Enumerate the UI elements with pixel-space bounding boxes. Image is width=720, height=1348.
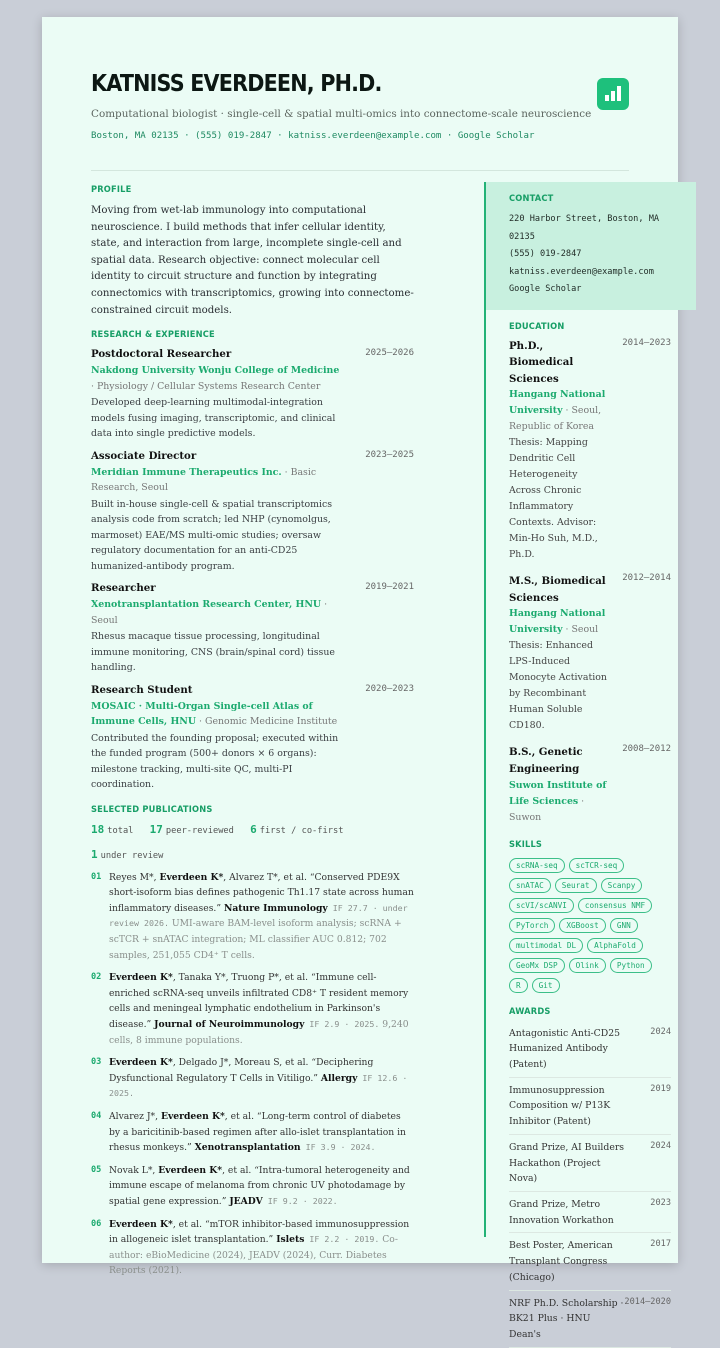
contact-address: 220 Harbor Street, Boston, MA 02135 [509, 214, 660, 242]
publication-number: 01 [91, 871, 102, 882]
skill-chip: Seurat [555, 878, 597, 893]
award-year: 2019 [650, 1083, 671, 1094]
contact-phone: (555) 019-2847 [509, 249, 582, 259]
award-year: 2024 [650, 1140, 671, 1151]
stat-peer-reviewed: 17 peer-reviewed [149, 822, 234, 836]
publication-text: Everdeen K*, Delgado J*, Moreau S, et al. “Deciphering Dysfunctional Regulatory T Cells in Vitiligo.” Allergy IF 12.6 · 2025. [109, 1057, 408, 1099]
award-name: Immunosuppression Composition w/ P13K Inhibitor (Patent) [509, 1084, 611, 1128]
candidate-name: KATNISS EVERDEEN, PH.D. [91, 71, 382, 97]
skill-chip: AlphaFold [587, 938, 643, 953]
publication-stats-extra [91, 848, 414, 861]
publication-number: 02 [91, 972, 102, 983]
publication-number: 06 [91, 1218, 102, 1229]
award-year: 2024 [650, 1026, 671, 1037]
award-item [509, 1021, 671, 1078]
awards-list [509, 1021, 671, 1348]
contact-email[interactable]: katniss.everdeen@example.com [509, 266, 654, 277]
tagline: Computational biologist · single-cell & spatial multi-omics into connectome-scale neuroscience [91, 108, 592, 120]
job-title: Associate Director [91, 449, 197, 462]
skill-chip: GNN [610, 918, 638, 933]
skill-chip: GeoMx DSP [509, 958, 565, 973]
job-org [91, 465, 341, 496]
degree: M.S., Biomedical Sciences [509, 575, 606, 604]
award-year: 2014–2020 [624, 1296, 671, 1307]
skill-chip: Scanpy [601, 878, 643, 893]
award-year: 2017 [650, 1239, 671, 1250]
skill-chip: XGBoost [559, 918, 605, 933]
skills-heading: SKILLS [509, 839, 543, 850]
award-name: NRF Ph.D. Scholarship · BK21 Plus · HNU Dean's [509, 1297, 624, 1340]
awards-heading: AWARDS [509, 1006, 551, 1017]
skill-chip: scRNA-seq [509, 858, 565, 873]
thesis: Thesis: Mapping Dendritic Cell Heterogeneity Across Chronic Inflammatory Contexts. Advisor: Min-Ho Suh, M.D., Ph.D. [509, 437, 598, 561]
job-description: Developed deep-learning multimodal-integration models fusing imaging, transcriptomic, and clinical data into single predictive models. [91, 397, 336, 440]
award-name: Best Poster, American Transplant Congress (Chicago) [509, 1240, 613, 1283]
skill-chip: snATAC [509, 878, 551, 893]
contact-heading: CONTACT [509, 194, 554, 204]
org-name: MOSAIC · Multi-Organ Single-cell Atlas of Immune Cells, HNU [91, 700, 313, 728]
header-contact-line: Boston, MA 02135 · (555) 019-2847 · katniss.everdeen@example.com · Google Scholar [91, 131, 535, 141]
education-item [509, 744, 671, 825]
award-name: Antagonistic Anti-CD25 Humanized Antibody (Patent) [509, 1027, 621, 1071]
skill-chip: R [509, 978, 528, 993]
publication-item [91, 1163, 414, 1210]
column-divider [484, 182, 486, 1237]
award-item [509, 1192, 671, 1233]
education-heading: EDUCATION [509, 321, 565, 332]
experience-item [91, 684, 414, 793]
job-years: 2023–2025 [365, 449, 414, 460]
degree: B.S., Genetic Engineering [509, 746, 583, 776]
profile-heading: PROFILE [91, 185, 132, 195]
publication-item [91, 1055, 414, 1102]
org-name: Xenotransplantation Research Center, HNU [91, 599, 322, 611]
org-name: Nakdong University Wonju College of Medicine [91, 365, 340, 377]
education-years: 2008–2012 [622, 744, 671, 755]
skill-chip: Python [610, 958, 652, 973]
award-item [509, 1078, 671, 1135]
experience-heading: RESEARCH & EXPERIENCE [91, 330, 215, 341]
side-column [509, 194, 671, 1348]
publication-text: Everdeen K*, Tanaka Y*, Truong P*, et al. “Immune cell-enriched scRNA-seq unveils infiltrated CD8⁺ T resident memory cells and meningeal lymphatic endothelium in Parkinson's disease.” Journal of Neuroimmunology IF 2.9 · 2025. 9,240 cells, 8 immune populations. [109, 972, 409, 1046]
org-name: Meridian Immune Therapeutics Inc. [91, 466, 282, 478]
job-years: 2025–2026 [365, 348, 414, 359]
job-org [91, 363, 341, 394]
job-years: 2019–2021 [365, 582, 414, 593]
job-org [91, 699, 341, 730]
skill-chip: Olink [569, 958, 606, 973]
skill-chip: scVI/scANVI [509, 898, 574, 913]
award-year: 2023 [650, 1197, 671, 1208]
resume-page [42, 17, 678, 1340]
publication-text: Alvarez J*, Everdeen K*, et al. “Long-term control of diabetes by a baricitinib-based regimen after allo-islet transplantation in rhesus monkeys.” Xenotransplantation IF 3.9 · 2024. [109, 1110, 406, 1154]
job-description: Contributed the founding proposal; executed within the funded program (500+ donors × 6 organs): milestone tracking, multi-site QC, multi-PI coordination. [91, 732, 339, 791]
experience-item [91, 348, 414, 442]
education-item [509, 338, 671, 564]
job-title: Postdoctoral Researcher [91, 348, 232, 361]
award-item [509, 1233, 671, 1290]
org-detail: · Basic Research, Seoul [91, 466, 317, 494]
org-detail: · Genomic Medicine Institute [196, 716, 338, 728]
profile-text: Moving from wet-lab immunology into computational neuroscience. I build methods that infer cellular identity, state, and interaction from large, incomplete single-cell and spatial data. Research objective: connect molecular cell identity to circuit structure and function by integrating connectomics with transcriptomics, growing into connectome-constrained circuit models. [91, 205, 414, 316]
publication-item [91, 1217, 414, 1279]
org-detail: · Physiology / Cellular Systems Research Center [91, 380, 321, 392]
education-years: 2014–2023 [622, 337, 671, 348]
stat-total: 18 total [91, 822, 134, 836]
experience-item [91, 582, 414, 676]
award-item [509, 1135, 671, 1192]
publication-item [91, 1109, 414, 1156]
skill-chip: multimodal DL [509, 938, 583, 953]
contact-scholar-link[interactable]: Google Scholar [509, 284, 582, 294]
publication-item [91, 870, 414, 964]
skills-list [509, 858, 669, 993]
skill-chip: PyTorch [509, 918, 555, 933]
publication-stats [91, 823, 414, 836]
school: Hangang National University · Seoul, Republic of Korea [509, 389, 606, 433]
publication-number: 05 [91, 1164, 102, 1175]
bar-chart-icon [597, 78, 629, 110]
award-name: Grand Prize, Metro Innovation Workathon [509, 1198, 614, 1226]
publications-heading: SELECTED PUBLICATIONS [91, 804, 213, 815]
experience-item [91, 450, 414, 575]
job-description: Built in-house single-cell & spatial transcriptomics analysis code from scratch; led NHP (cynomolgus, marmoset) EAE/MS multi-omic studies; oversaw regulatory documentation for an anti-CD25 humanized-antibody program. [91, 498, 333, 572]
experience-list [91, 348, 414, 793]
education-item [509, 573, 671, 734]
education-years: 2012–2014 [622, 573, 671, 584]
publication-text: Reyes M*, Everdeen K*, Alvarez T*, et al. “Conserved PDE9X short-isoform bias defines pathogenic Th1.17 state across human inflammatory diseases.” Nature Immunology IF 27.7 · under review 2026. UMI-aware BAM-level isoform analysis; scRNA + scTCR + snATAC integration; ML classifier AUC 0.812; 702 samples, 251,055 CD4⁺ T cells. [109, 871, 414, 961]
degree: Ph.D., Biomedical Sciences [509, 339, 574, 385]
publication-number: 04 [91, 1110, 102, 1121]
job-title: Researcher [91, 582, 156, 595]
publication-list [91, 870, 414, 1279]
stat-first-author: 6 first / co-first [250, 822, 344, 836]
thesis: Thesis: Enhanced LPS-Induced Monocyte Activation by Recombinant Human Soluble CD180. [509, 640, 607, 732]
award-item [509, 1291, 671, 1348]
org-detail: · Seoul [91, 599, 328, 626]
publication-item [91, 970, 414, 1048]
job-org [91, 597, 341, 628]
skill-chip: consensus NMF [578, 898, 652, 913]
stat-under-review: 1 under review [91, 847, 164, 861]
job-title: Research Student [91, 683, 193, 696]
publication-text: Everdeen K*, et al. “mTOR inhibitor-based immunosuppression in allogeneic islet transplantation.” Islets IF 2.2 · 2019. Co-author: eBioMedicine (2024), JEADV (2024), Curr. Diabetes Reports (2021). [109, 1218, 410, 1277]
skill-chip: Git [532, 978, 560, 993]
main-column [91, 185, 414, 1286]
school: Hangang National University · Seoul [509, 608, 606, 636]
job-years: 2020–2023 [365, 683, 414, 694]
header [91, 71, 629, 141]
school: Suwon Institute of Life Sciences · Suwon [509, 779, 607, 823]
award-name: Grand Prize, AI Builders Hackathon (Project Nova) [509, 1141, 625, 1185]
publication-text: Novak L*, Everdeen K*, et al. “Intra-tumoral heterogeneity and immune escape of melanoma from chronic UV photodamage by spatial gene expression.” JEADV IF 9.2 · 2022. [109, 1164, 410, 1207]
header-divider [91, 170, 629, 171]
skill-chip: scTCR-seq [569, 858, 625, 873]
publication-number: 03 [91, 1057, 102, 1068]
job-description: Rhesus macaque tissue processing, longitudinal immune monitoring, CNS (brain/spinal cord) tissue handling. [91, 631, 335, 674]
